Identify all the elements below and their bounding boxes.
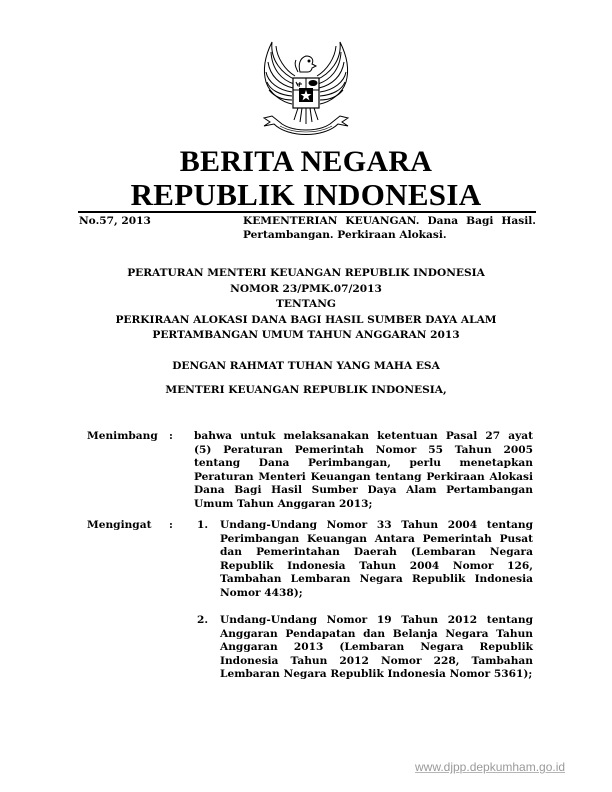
masthead-title: BERITA NEGARA (179, 145, 433, 178)
text-line: bahwa untuk melaksanakan ketentuan Pasal 27 ayat (194, 430, 533, 442)
regulation-title-line: TENTANG (276, 298, 336, 311)
issue-description (243, 215, 536, 242)
text-line: Dana Bagi Hasil Sumber Daya Alam Pertambangan (194, 484, 533, 497)
menimbang-text (194, 430, 533, 512)
text-line: Republik Indonesia Tahun 2004 Nomor 126, (220, 559, 533, 572)
list-item-text (220, 519, 533, 601)
text-line: (5) Peraturan Pemerintah Nomor 55 Tahun 2005 (194, 443, 533, 456)
list-item-number: 1. (197, 519, 209, 531)
regulation-title (0, 266, 612, 344)
masthead-subtitle: REPUBLIK INDONESIA (130, 177, 482, 212)
text-line: Nomor 4438); (220, 586, 303, 599)
text-line: Tambahan Lembaran Negara Republik Indonesia (220, 573, 533, 586)
issue-description-line: Pertambangan. Perkiraan Alokasi. (243, 228, 447, 241)
text-line: tentang Dana Perimbangan, perlu menetapkan (194, 457, 533, 470)
invocation: DENGAN RAHMAT TUHAN YANG MAHA ESA (172, 360, 440, 372)
masthead-divider (78, 211, 536, 213)
text-line: Indonesia Tahun 2012 Nomor 228, Tambahan (220, 654, 533, 667)
text-line: Lembaran Negara Republik Indonesia Nomor 5361); (220, 668, 533, 681)
text-line: dan Pemerintahan Daerah (Lembaran Negara (220, 546, 533, 559)
text-line: Anggaran Pendapatan dan Belanja Negara Tahun (220, 627, 533, 640)
issue-number: No.57, 2013 (79, 215, 151, 227)
text-line: Undang-Undang Nomor 33 Tahun 2004 tentang (220, 519, 533, 531)
issue-description-line: KEMENTERIAN KEUANGAN. Dana Bagi Hasil. (243, 215, 536, 227)
issuer: MENTERI KEUANGAN REPUBLIK INDONESIA, (165, 384, 447, 396)
text-line: Perimbangan Keuangan Antara Pemerintah Pusat (220, 532, 533, 545)
regulation-subject-line: PERTAMBANGAN UMUM TAHUN ANGGARAN 2013 (152, 329, 460, 342)
text-line: Anggaran 2013 (Lembaran Negara Republik (220, 641, 533, 654)
text-line: Undang-Undang Nomor 19 Tahun 2012 tentang (220, 614, 533, 626)
list-item-text (220, 614, 533, 682)
menimbang-label: Menimbang (87, 430, 158, 442)
regulation-subject-line: PERKIRAAN ALOKASI DANA BAGI HASIL SUMBER DAYA ALAM (115, 313, 497, 326)
footer-website-link[interactable]: www.djpp.depkumham.go.id (415, 760, 566, 774)
text-line: Umum Tahun Anggaran 2013; (194, 497, 373, 510)
list-item-number: 2. (197, 614, 209, 626)
mengingat-label: Mengingat (87, 519, 152, 531)
text-line: Peraturan Menteri Keuangan tentang Perkiraan Alokasi (194, 470, 533, 483)
garuda-emblem-icon (258, 38, 354, 142)
regulation-number: NOMOR 23/PMK.07/2013 (230, 282, 382, 295)
menimbang-colon: : (169, 430, 173, 442)
regulation-title-line: PERATURAN MENTERI KEUANGAN REPUBLIK INDONESIA (127, 267, 485, 279)
mengingat-colon: : (169, 519, 173, 531)
